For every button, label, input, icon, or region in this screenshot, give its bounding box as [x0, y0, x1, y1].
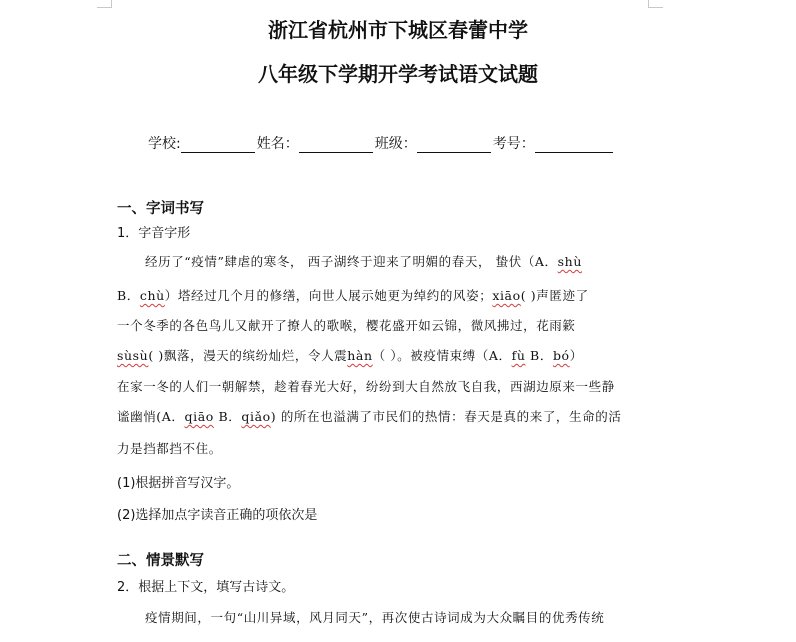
passage-text: （ ）。被疫情束缚（A．: [372, 348, 512, 363]
name-label: 姓名：: [256, 136, 299, 152]
passage-line-7: 力是挡都挡不住。: [117, 441, 222, 456]
pinyin-fu: fù: [511, 348, 526, 363]
passage-text: ）: [569, 348, 583, 363]
crop-mark-left: [111, 0, 112, 8]
passage-line-1: [117, 252, 647, 270]
section-heading-vocabulary: 一、字词书写: [117, 201, 204, 217]
school-label: 学校:: [148, 136, 181, 152]
crop-mark-left-h: [97, 7, 111, 8]
school-blank[interactable]: [181, 136, 255, 153]
student-info-line: [148, 133, 615, 153]
exam-no-blank[interactable]: [535, 136, 613, 153]
passage-line-5: 在家一冬的人们一朝解禁，趁着春光大好，纷纷到大自然放飞自我，西湖边原来一些静: [117, 379, 615, 394]
class-label: 班级：: [374, 136, 417, 152]
passage-text: ）塔经过几个月的修缮，向世人展示她更为绰约的风姿；: [164, 288, 493, 303]
passage-text: B．: [525, 348, 553, 363]
passage-text: 经历了“疫情”肆虐的寒冬， 西子湖终于迎来了明媚的春天， 蛰伏（A．: [145, 254, 558, 269]
answer-blank: ( )声匿迹了: [520, 288, 589, 303]
document-title-school: 浙江省杭州市下城区春蕾中学: [268, 18, 528, 42]
pinyin-han: hàn: [347, 348, 373, 363]
name-blank[interactable]: [299, 136, 373, 153]
pinyin-xiao: xiāo: [492, 288, 521, 303]
passage-line-3: 一个冬季的各色鸟儿又献开了撩人的歌喉，樱花盛开如云锦，微风拂过，花雨簌: [117, 318, 576, 333]
document-title-exam: 八年级下学期开学考试语文试题: [258, 62, 538, 86]
passage-line-6: [117, 407, 647, 425]
passage2-line-1: 疫情期间，一句“山川异域，风月同天”，再次使古诗词成为大众瞩目的优秀传统: [145, 610, 605, 625]
section-heading-recitation: 二、情景默写: [117, 553, 204, 569]
class-blank[interactable]: [417, 136, 491, 153]
sub-question-2: (2)选择加点字读音正确的项依次是: [117, 508, 318, 523]
passage-line-4: [117, 346, 647, 364]
passage-line-2: [117, 286, 647, 304]
pinyin-shu: shù: [557, 254, 582, 269]
question-2-title: 2．根据上下文，填写古诗文。: [117, 580, 295, 595]
exam-no-label: 考号：: [492, 136, 535, 152]
passage-text: B．: [213, 409, 242, 424]
passage-text: ( )飘落，漫天的缤纷灿烂，令人震: [148, 348, 348, 363]
pinyin-qiao-1: qiāo: [184, 409, 214, 424]
sub-question-1: (1)根据拼音写汉字。: [117, 476, 240, 491]
passage-text: B．: [117, 288, 140, 303]
crop-mark-right-h: [649, 7, 663, 8]
pinyin-susu: sùsù: [117, 348, 149, 363]
question-1-title: 1．字音字形: [117, 226, 191, 241]
passage-text: 谧幽悄(A．: [117, 409, 185, 424]
passage-text: ) 的所在也溢满了市民们的热情：春天是真的来了，生命的活: [270, 409, 622, 424]
pinyin-qiao-2: qiǎo: [241, 409, 271, 424]
pinyin-bo: bó: [552, 348, 570, 363]
pinyin-chu: chù: [139, 288, 165, 303]
